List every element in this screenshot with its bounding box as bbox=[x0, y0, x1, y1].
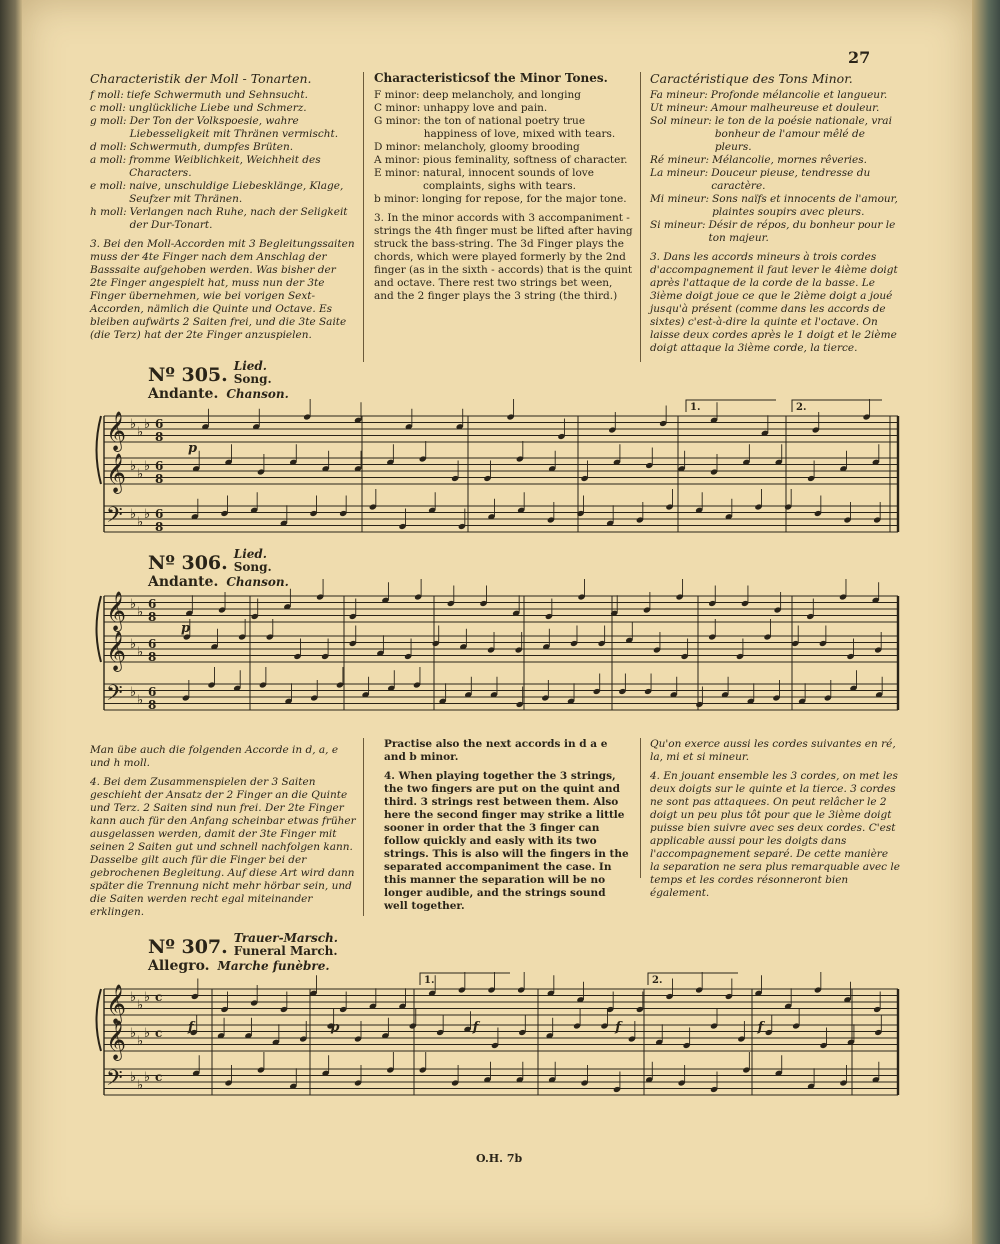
key-name: b minor: bbox=[374, 193, 420, 205]
key-character: Sons naïfs et innocents de l'amour, plaintes soupirs avec pleurs. bbox=[712, 193, 898, 218]
key-character: Der Ton der Volkspoesie, wahre Liebesseligkeit mit Thränen vermischt. bbox=[129, 115, 339, 140]
key-character: unhappy love and pain. bbox=[423, 102, 548, 114]
key-entry bbox=[90, 154, 356, 180]
flat-icon: ♭ bbox=[144, 507, 151, 522]
piece-307-title bbox=[148, 932, 338, 974]
flat-icon: ♭ bbox=[130, 1026, 137, 1041]
key-name: Ut mineur: bbox=[650, 102, 709, 114]
time-signature: 6 bbox=[148, 597, 157, 611]
german-column bbox=[90, 72, 356, 342]
key-entry bbox=[374, 193, 634, 206]
time-signature: 6 bbox=[155, 459, 164, 473]
key-entry bbox=[374, 115, 634, 141]
key-entry bbox=[374, 141, 634, 154]
key-entry bbox=[374, 167, 634, 193]
key-character: fromme Weiblichkeit, Weichheit des Characters. bbox=[129, 154, 321, 179]
key-character: le ton de la poésie nationale, vrai bonheur de l'amour mêlé de pleurs. bbox=[714, 115, 892, 153]
time-signature: 8 bbox=[155, 472, 164, 486]
german-para3: 3. Bei den Moll-Accorden mit 3 Begleitungssaiten muss der 4te Finger nach dem Anschlag der Basssaite aufgehoben werden. Was bisher der 2te Finger angespielt hat, muss nun der 3te Finger übernehmen, wie bei vorigen Sext-Accorden, nämlich die Quinte und Octave. Es bleiben aufwärts 2 Saiten frei, und die 3te Saite (die Terz) hat der 2te Finger anzuspielen. bbox=[90, 238, 355, 341]
flat-icon: ♭ bbox=[137, 425, 144, 440]
key-character: longing for repose, for the major tone. bbox=[422, 193, 627, 205]
english-entries bbox=[374, 89, 634, 206]
time-signature: 6 bbox=[148, 637, 157, 651]
flat-icon: ♭ bbox=[144, 1026, 151, 1041]
flat-icon: ♭ bbox=[130, 685, 137, 700]
plate-number: O.H. 7b bbox=[476, 1152, 523, 1165]
flat-icon: ♭ bbox=[137, 467, 144, 482]
flat-icon: ♭ bbox=[137, 1034, 144, 1049]
key-name: G minor: bbox=[374, 115, 421, 127]
key-entry bbox=[374, 89, 634, 102]
key-entry bbox=[90, 115, 356, 141]
tempo: Andante. bbox=[148, 386, 219, 402]
flat-icon: ♭ bbox=[130, 459, 137, 474]
dynamic-marking: f bbox=[757, 1020, 764, 1035]
key-entry bbox=[650, 102, 900, 115]
volta-label: 2. bbox=[796, 402, 807, 413]
title-en: Song. bbox=[233, 560, 272, 574]
key-character: Désir de répos, du bonheur pour le ton majeur. bbox=[708, 219, 896, 244]
time-signature: c bbox=[155, 1026, 163, 1040]
page-number: 27 bbox=[848, 48, 871, 67]
key-entry bbox=[650, 167, 900, 193]
piece-307-score bbox=[92, 975, 902, 1130]
title-fr: Marche funèbre. bbox=[217, 959, 330, 973]
french-lower bbox=[650, 738, 900, 900]
key-character: deep melancholy, and longing bbox=[422, 89, 581, 101]
piece-305-score bbox=[92, 402, 902, 555]
column-divider bbox=[363, 72, 364, 362]
treble-clef-icon: 𝄞 bbox=[106, 984, 127, 1024]
key-name: a moll: bbox=[90, 154, 127, 166]
treble-clef-icon: 𝄞 bbox=[106, 411, 127, 451]
key-entry bbox=[90, 102, 356, 115]
key-name: c moll: bbox=[90, 102, 126, 114]
french-para-after: Qu'on exerce aussi les cordes suivantes en ré, la, mi et si mineur. bbox=[650, 738, 896, 763]
key-name: A minor: bbox=[374, 154, 420, 166]
key-name: La mineur: bbox=[650, 167, 709, 179]
key-name: Si mineur: bbox=[650, 219, 706, 231]
volta-label: 2. bbox=[652, 975, 663, 986]
key-entry bbox=[650, 115, 900, 154]
french-column bbox=[650, 72, 900, 355]
dynamic-marking: p bbox=[188, 441, 198, 456]
piece-number: Nº 305. bbox=[148, 364, 228, 386]
tempo: Andante. bbox=[148, 574, 219, 590]
treble-clef-icon: 𝄞 bbox=[106, 591, 127, 631]
key-name: g moll: bbox=[90, 115, 127, 127]
dynamic-marking: f bbox=[188, 1020, 194, 1035]
key-name: D minor: bbox=[374, 141, 421, 153]
key-character: melancholy, gloomy brooding bbox=[423, 141, 580, 153]
key-entry bbox=[90, 141, 356, 154]
piece-306-title bbox=[148, 548, 289, 590]
flat-icon: ♭ bbox=[144, 1070, 151, 1085]
key-name: e moll: bbox=[90, 180, 127, 192]
volta-label: 1. bbox=[424, 975, 435, 986]
key-name: F minor: bbox=[374, 89, 420, 101]
key-name: C minor: bbox=[374, 102, 421, 114]
key-entry bbox=[650, 89, 900, 102]
french-entries bbox=[650, 89, 900, 245]
treble-clef-icon: 𝄞 bbox=[106, 453, 127, 493]
dynamic-marking: p bbox=[330, 1020, 340, 1035]
key-character: tiefe Schwermuth und Sehnsucht. bbox=[126, 89, 308, 101]
title-en: Song. bbox=[233, 372, 272, 386]
time-signature: 8 bbox=[155, 520, 164, 534]
key-entry bbox=[90, 89, 356, 102]
english-para3: 3. In the minor accords with 3 accompaniment - strings the 4th finger must be lifted after having struck the bass-string. The 3d Finger plays the chords, which were played formerly by the 2nd finger (as in the sixth - accords) that is the quint and octave. There rest two strings bet ween, and the 2 finger plays the 3 string (the third.) bbox=[374, 212, 633, 302]
flat-icon: ♭ bbox=[137, 515, 144, 530]
key-entry bbox=[650, 193, 900, 219]
title-en: Funeral March. bbox=[233, 944, 338, 958]
volta-label: 1. bbox=[690, 402, 701, 413]
flat-icon: ♭ bbox=[130, 637, 137, 652]
flat-icon: ♭ bbox=[137, 1078, 144, 1093]
key-name: Sol mineur: bbox=[650, 115, 712, 127]
english-lower bbox=[384, 738, 630, 913]
key-entry bbox=[374, 154, 634, 167]
german-para-after: Man übe auch die folgenden Accorde in d, a, e und h moll. bbox=[90, 744, 339, 769]
flat-icon: ♭ bbox=[144, 417, 151, 432]
staff-lines bbox=[104, 596, 898, 710]
english-para-after: Practise also the next accords in d a e and b minor. bbox=[384, 738, 608, 763]
piece-number: Nº 306. bbox=[148, 552, 228, 574]
column-divider bbox=[640, 72, 641, 362]
key-name: d moll: bbox=[90, 141, 127, 153]
flat-icon: ♭ bbox=[130, 507, 137, 522]
key-character: naive, unschuldige Liebesklänge, Klage, Seufzer mit Thränen. bbox=[129, 180, 344, 205]
key-name: E minor: bbox=[374, 167, 420, 179]
key-entry bbox=[90, 206, 356, 232]
german-title: Characteristik der Moll - Tonarten. bbox=[90, 71, 312, 86]
column-divider bbox=[363, 738, 364, 916]
key-character: Douceur pieuse, tendresse du caractère. bbox=[711, 167, 871, 192]
english-title: Characteristicsof the Minor Tones. bbox=[374, 71, 608, 85]
time-signature: 8 bbox=[155, 430, 164, 444]
flat-icon: ♭ bbox=[130, 417, 137, 432]
german-para4: 4. Bei dem Zusammenspielen der 3 Saiten geschieht der Ansatz der 2 Finger an die Quinte und Terz. 2 Saiten sind nun frei. Der 2te Finger kann auch für den Anfang scheinbar etwas früher ausgelassen werden, damit der 3te Finger mit seinen 2 Saiten gut und schnell nachfolgen kann. Dasselbe gilt auch für die Finger bei der gebrochenen Begleitung. Auf diese Art wird dann später die Trennung nicht mehr hörbar sein, und die Saiten werden recht egal miteinander erklingen. bbox=[90, 776, 356, 918]
bass-clef-icon: 𝄢 bbox=[106, 681, 123, 711]
key-character: pious feminality, softness of character. bbox=[422, 154, 628, 166]
key-entry bbox=[374, 102, 634, 115]
key-character: Profonde mélancolie et langueur. bbox=[710, 89, 888, 101]
key-entry bbox=[90, 180, 356, 206]
key-character: Schwermuth, dumpfes Brüten. bbox=[129, 141, 294, 153]
dynamic-marking: f bbox=[615, 1020, 621, 1035]
key-character: natural, innocent sounds of love complaints, sighs with tears. bbox=[422, 167, 594, 192]
key-character: unglückliche Liebe und Schmerz. bbox=[128, 102, 307, 114]
key-entry bbox=[650, 154, 900, 167]
flat-icon: ♭ bbox=[137, 998, 144, 1013]
page-edge bbox=[972, 0, 1000, 1244]
time-signature: 6 bbox=[155, 417, 164, 431]
key-name: Ré mineur: bbox=[650, 154, 710, 166]
title-de: Trauer-Marsch. bbox=[233, 931, 338, 945]
piece-305-title bbox=[148, 360, 289, 402]
brace bbox=[97, 596, 102, 662]
time-signature: 6 bbox=[155, 507, 164, 521]
flat-icon: ♭ bbox=[137, 645, 144, 660]
bass-clef-icon: 𝄢 bbox=[106, 503, 123, 533]
french-para3: 3. Dans les accords mineurs à trois cordes d'accompagnement il faut lever le 4ième doigt après l'attaque de la corde de la basse. Le 3ième doigt joue ce que le 2ième doigt a joué jusqu'à présent (comme dans les accords de sixtes) c'est-à-dire la quinte et l'octave. On laisse deux cordes après le 1 doigt et le 2ième doigt attaque la 3ième corde, la tierce. bbox=[650, 251, 898, 354]
english-para4: 4. When playing together the 3 strings, the two fingers are put on the quint and third. 3 strings rest between them. Also here the second finger may strike a little sooner in order that the 3 finger can follow quickly and easly with its two strings. This is also will the fingers in the separated accompaniment the case. In this manner the separation will be no longer audible, and the strings sound well together. bbox=[384, 770, 629, 912]
flat-icon: ♭ bbox=[137, 605, 144, 620]
key-name: Mi mineur: bbox=[650, 193, 710, 205]
key-name: Fa mineur: bbox=[650, 89, 708, 101]
piece-number: Nº 307. bbox=[148, 936, 228, 958]
key-name: f moll: bbox=[90, 89, 124, 101]
german-entries bbox=[90, 89, 356, 232]
flat-icon: ♭ bbox=[130, 1070, 137, 1085]
title-fr: Chanson. bbox=[226, 575, 289, 589]
flat-icon: ♭ bbox=[130, 597, 137, 612]
flat-icon: ♭ bbox=[137, 693, 144, 708]
time-signature: c bbox=[155, 1070, 163, 1084]
dynamic-marking: p bbox=[181, 621, 191, 636]
time-signature: c bbox=[155, 990, 163, 1004]
english-column bbox=[374, 72, 634, 303]
flat-icon: ♭ bbox=[144, 990, 151, 1005]
book-spine bbox=[0, 0, 22, 1244]
key-character: Amour malheureuse et douleur. bbox=[711, 102, 880, 114]
key-character: Mélancolie, mornes rêveries. bbox=[712, 154, 867, 166]
dynamic-marking: f bbox=[472, 1020, 479, 1035]
tempo: Allegro. bbox=[148, 958, 210, 974]
key-character: Verlangen nach Ruhe, nach der Seligkeit der Dur-Tonart. bbox=[129, 206, 348, 231]
french-para4: 4. En jouant ensemble les 3 cordes, on met les deux doigts sur le quinte et la tierce. 3 cordes ne sont pas attaquees. On peut relâcher le 2 doigt un peu plus tôt pour que le 3ième doigt puisse bien suivre avec ses deux cordes. C'est applicable aussi pour les doigts dans l'accompagnement separé. De cette manière la separation ne sera plus remarquable avec le temps et les cordes résonneront bien également. bbox=[650, 770, 900, 899]
key-entry bbox=[650, 219, 900, 245]
time-signature: 8 bbox=[148, 650, 157, 664]
time-signature: 6 bbox=[148, 685, 157, 699]
brace bbox=[97, 989, 102, 1051]
column-divider bbox=[640, 738, 641, 878]
treble-clef-icon: 𝄞 bbox=[106, 1020, 127, 1060]
flat-icon: ♭ bbox=[130, 990, 137, 1005]
title-de: Lied. bbox=[233, 547, 267, 561]
french-title: Caractéristique des Tons Minor. bbox=[650, 71, 853, 86]
title-de: Lied. bbox=[233, 359, 267, 373]
german-lower bbox=[90, 744, 356, 919]
flat-icon: ♭ bbox=[144, 459, 151, 474]
staff-lines bbox=[104, 989, 898, 1095]
bass-clef-icon: 𝄢 bbox=[106, 1066, 123, 1096]
title-fr: Chanson. bbox=[226, 387, 289, 401]
key-character: the ton of national poetry true happiness of love, mixed with tears. bbox=[423, 115, 616, 140]
time-signature: 8 bbox=[148, 610, 157, 624]
brace bbox=[97, 416, 102, 484]
time-signature: 8 bbox=[148, 698, 157, 712]
treble-clef-icon: 𝄞 bbox=[106, 631, 127, 671]
piece-306-score bbox=[92, 592, 902, 737]
key-name: h moll: bbox=[90, 206, 127, 218]
